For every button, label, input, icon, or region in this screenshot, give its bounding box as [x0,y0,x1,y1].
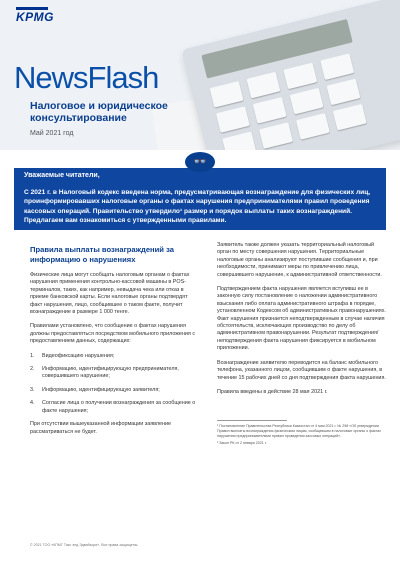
list-number: 4. [30,400,35,407]
list-number: 1. [30,352,35,359]
paragraph: Правила введены в действие 28 мая 2021 г. [217,388,328,395]
kpmg-logo: KPMG [16,10,54,24]
list-item [30,353,196,360]
calculator-key [253,97,287,124]
calculator-key [246,72,280,99]
list-item [30,387,196,394]
newsletter-subtitle: Налоговое и юридическое консультирование [30,100,168,124]
calculator-key [326,79,360,106]
calculator-key [283,63,317,90]
list-text: Согласие лица о получении вознаграждения за сообщение о факте нарушения; [42,400,196,414]
paragraph: Вознаграждение заявителю переводится на баланс мобильного телефона, указанного лицом, сообщившим о факте нарушения, в течение 15 рабочих дней со дня подтверждения факта нарушения. [217,359,386,381]
glasses-icon: 👓 [185,152,215,172]
list-text: Информацию, идентифицирующую предпринимателя, совершившего нарушение; [42,366,179,380]
list-text: Видеофиксацию нарушения; [42,352,115,359]
section-title: Правила выплаты вознаграждений за информацию о нарушениях [30,245,174,264]
right-column [217,242,387,448]
list-number: 2. [30,366,35,373]
newsletter-title: NewsFlash [14,60,159,95]
intro-text: С 2021 г. в Налоговый кодекс введена норма, предусматривающая вознаграждение для физических лиц, проинформировавших налоговые органы о фактах нарушения предпринимателями правил проведения кассовых операций. Правительство утвердило¹ размер и порядок выплаты таких вознаграждений. Предлагаем вам ознакомиться с утвержденными правилами. [24,189,371,225]
calculator-key [333,104,367,131]
header-banner [0,0,400,150]
left-column [30,240,196,443]
paragraph: При отсутствии вышеуказанной информации заявление рассматриваться не будет. [30,421,172,435]
calculator-key [320,53,354,80]
issue-date: Май 2021 год [30,130,74,137]
calculator-image [181,0,400,150]
footnote: ¹ Постановление Правительства Республики Казахстан от 4 мая 2021 г. № 298 «Об утверждении Правил выплаты вознаграждения физическим лицам, сообщившим в налоговые органы о фактах нарушения предпринимателями правил проведения кассовых операций». [217,423,382,438]
list-text: Информацию, идентифицирующую заявителя; [42,386,160,393]
calculator-key [259,122,293,149]
calculator-key [216,106,250,133]
intro-greeting: Уважаемые читатели, [24,172,100,179]
paragraph: Заявитель также должен указать территориальный налоговый орган по месту совершения нарушения. Территориальные налоговые органы анализируют поступившие сообщения и, при необходимости, принимают меры по привлечению лица, совершившего нарушение, к административной ответственности. [217,242,382,278]
paragraph: Правилами установлено, что сообщение о фактах нарушения должны предоставляться посредством мобильного приложения с предоставлением данных, содержащих: [30,323,196,345]
calculator-key [296,113,330,140]
copyright: © 2021 ТОО «КПМГ Такс энд Эдвайзори». Все права защищены. [30,543,139,547]
calculator-key [290,88,324,115]
list-number: 3. [30,386,35,393]
calculator-key [222,131,256,150]
footnote-divider [217,420,287,421]
list-item [30,400,196,415]
footnote: ² Закон РК от 2 января 2021 г. [217,440,267,445]
paragraph: Физические лица могут сообщать налоговым органам о фактах нарушения применения контрольно-кассовой машины в POS-терминалов, таких, как например, невыдача чека или отказ в приеме банковской карты. Если налоговые органы подтвердят факт нарушения, лицо, сообщившее о таком факте, получит вознаграждение в размере 1 000 тенге. [30,272,190,316]
paragraph: Подтверждением факта нарушения является вступивш ее в законную силу постановление о наложении административного взыскания либо оплата административного штрафа в порядке, установленном Кодексом об административных правонарушениях. Факт нарушения признается неподтвержденным в случае наличия обстоятельств, исключающих производство по делу об административном правонарушении. Результат подтверждения/ неподтверждения факта нарушения фиксируется в мобильном приложении. [217,286,386,352]
calculator-key [210,81,244,108]
intro-box [14,168,386,230]
list-item [30,366,196,381]
